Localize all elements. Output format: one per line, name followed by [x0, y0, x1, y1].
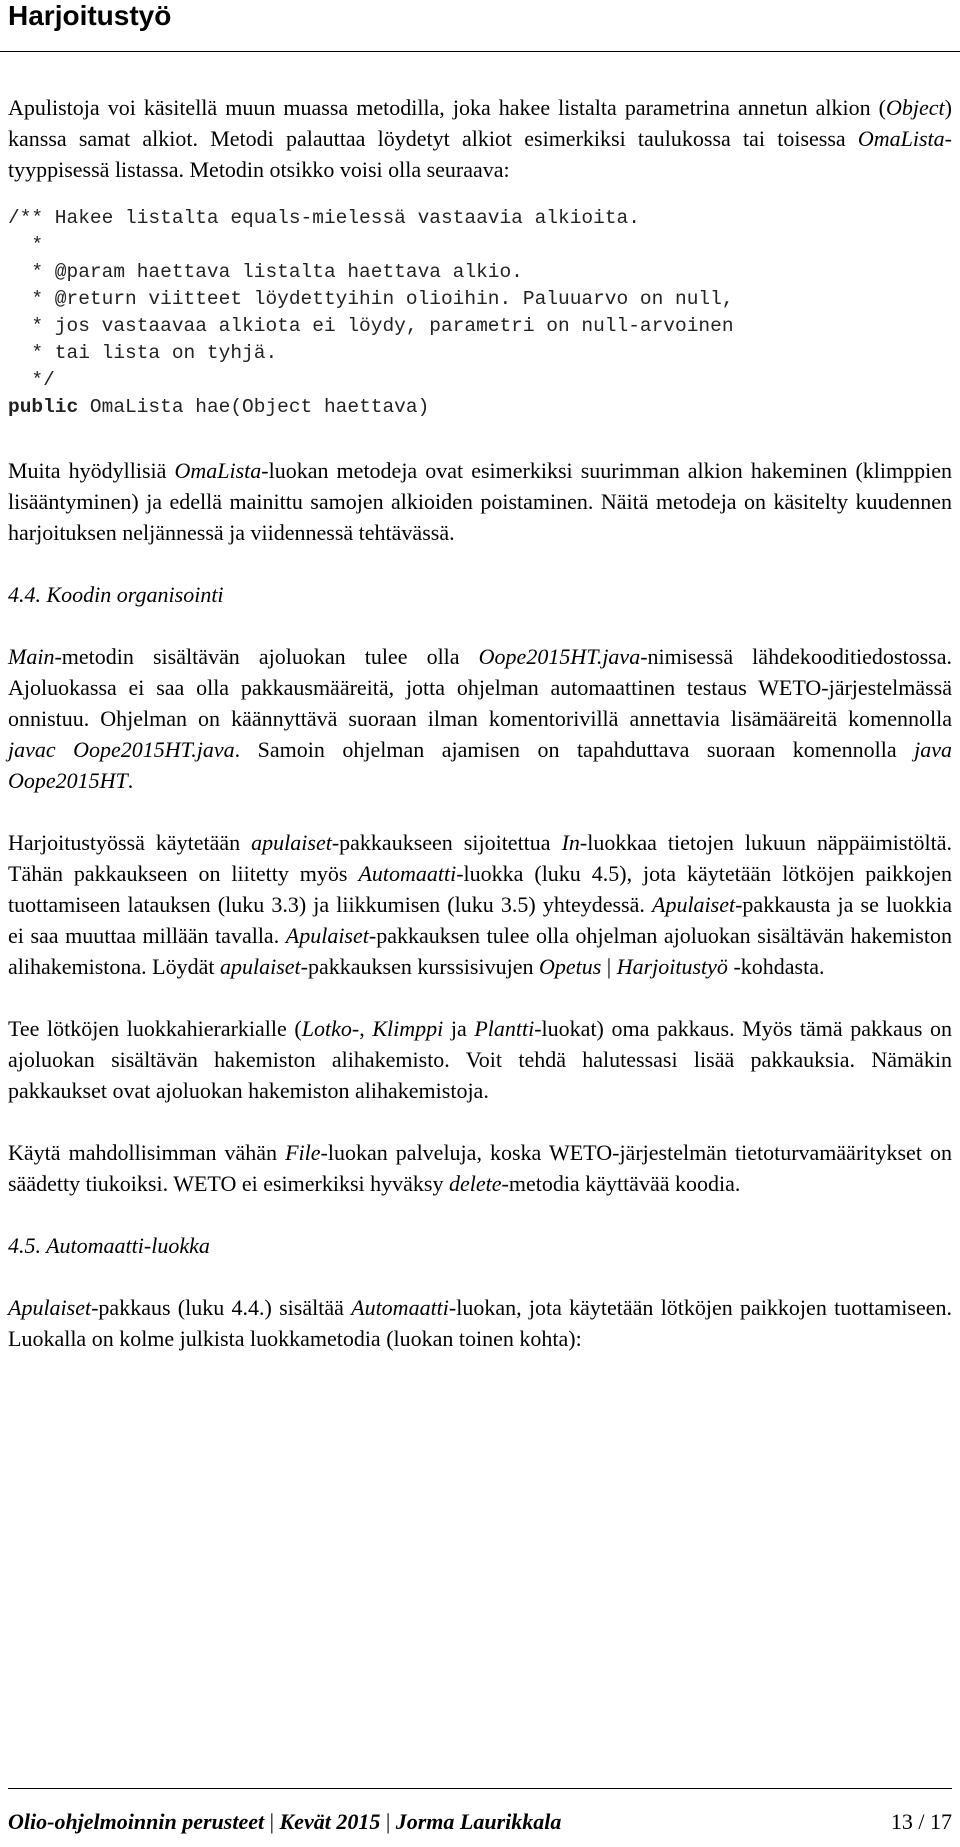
text: -luokan palveluja, koska WETO-järjestelmän tietoturvamääritykset on säädetty tiukoiksi. WETO ei esimerkiksi hyväksy: [8, 1140, 952, 1196]
paragraph-pakkaukset: [8, 1013, 952, 1106]
text: -luokka (luku 4.5), jota käytetään lötköjen paikkojen tuottamiseen latauksen (luku 3.3) ja liikkumisen (luku 3.5) yhteydessä.: [8, 861, 952, 917]
text: . Samoin ohjelman ajamisen on tapahduttava suoraan komennolla: [234, 737, 915, 762]
paragraph-file-luokka: [8, 1137, 952, 1199]
text-italic: Main: [8, 644, 55, 669]
text: -metodia käyttävää koodia.: [501, 1171, 741, 1196]
text-italic: File: [285, 1140, 321, 1165]
footer-separator: |: [264, 1809, 280, 1834]
text-italic: Lotko: [301, 1016, 352, 1041]
text: -luokan, jota käytetään lötköjen paikkojen tuottamiseen. Luokalla on kolme julkista luokkametodia (luokan toinen kohta):: [8, 1295, 952, 1351]
text-italic: apulaiset: [220, 954, 301, 979]
text: -luokkaa tietojen lukuun näppäimistöltä. Tähän pakkaukseen on liitetty myös: [8, 830, 952, 886]
text-italic: Automaatti: [351, 1295, 449, 1320]
page-title: Harjoitustyö: [8, 0, 172, 31]
text-italic: Harjoitustyö: [616, 954, 728, 979]
code-block: [8, 205, 952, 421]
text: ) kanssa samat alkiot. Metodi palauttaa löydetyt alkiot esimerkiksi taulukossa tai toisessa: [8, 95, 952, 151]
footer-course: Olio-ohjelmoinnin perusteet: [8, 1809, 265, 1834]
text: -kohdasta.: [727, 954, 825, 979]
text: .: [127, 768, 134, 793]
section-number: 4.5.: [8, 1233, 41, 1258]
paragraph-apulistat: [8, 92, 952, 185]
code-signature: OmaLista hae(Object haettava): [78, 396, 430, 418]
code-line: *: [8, 234, 44, 256]
paragraph-automaatti: [8, 1292, 952, 1354]
text-italic: Automaatti: [358, 861, 457, 886]
text-italic: Apulaiset: [285, 923, 369, 948]
text-italic: Apulaiset: [652, 892, 736, 917]
code-line: /** Hakee listalta equals-mielessä vastaavia alkioita.: [8, 207, 640, 229]
code-line: * @return viitteet löydettyihin olioihin. Paluuarvo on null,: [8, 288, 734, 310]
text-italic: Oope2015HT.java: [478, 644, 641, 669]
paragraph-muut-metodit: [8, 455, 952, 548]
section-number: 4.4.: [8, 582, 41, 607]
text: -tyyppisessä listassa. Metodin otsikko voisi olla seuraava:: [8, 126, 952, 182]
text: Harjoitustyössä käytetään: [8, 830, 252, 855]
text-italic: OmaLista: [857, 126, 945, 151]
text: -pakkaus (luku 4.4.) sisältää: [91, 1295, 352, 1320]
footer-separator: |: [380, 1809, 396, 1834]
text: -pakkauksen tulee olla ohjelman ajoluokan sisältävän hakemiston alihakemistona. Löydät: [8, 923, 952, 979]
text: Apulistoja voi käsitellä muun muassa metodilla, joka hakee listalta parametrina annetun alkion (: [8, 95, 887, 120]
footer-author: Jorma Laurikkala: [395, 1809, 562, 1834]
code-keyword: public: [8, 396, 79, 418]
text: -pakkauksen kurssisivujen: [300, 954, 539, 979]
text-italic: delete: [448, 1171, 502, 1196]
paragraph-koodin-organisointi: [8, 641, 952, 796]
text-italic: Opetus: [538, 954, 602, 979]
text: -luokan metodeja ovat esimerkiksi suurimman alkion hakeminen (klimppien lisääntyminen) ja edellä mainittu samojen alkioiden poistaminen. Näitä metodeja on käsitelty kuudennen harjoituksen neljännessä ja viidennessä tehtävässä.: [8, 458, 952, 545]
text: -luokat) oma pakkaus. Myös tämä pakkaus on ajoluokan sisältävän hakemiston alihakemisto. Voit tehdä halutessasi lisää pakkauksia. Nämäkin pakkaukset ovat ajoluokan hakemiston alihakemistoja.: [8, 1016, 952, 1103]
text-italic: Plantti: [474, 1016, 535, 1041]
text-italic: In: [561, 830, 580, 855]
document-body: [8, 92, 952, 1354]
section-title: Koodin organisointi: [46, 582, 224, 607]
path-separator: |: [601, 954, 617, 979]
text: -pakkaukseen sijoitettua: [331, 830, 562, 855]
text: Muita hyödyllisiä: [8, 458, 175, 483]
text: -pakkausta ja se luokkia ei saa muuttaa millään tavalla.: [8, 892, 952, 948]
text: ja: [443, 1016, 475, 1041]
footer-term: Kevät 2015: [279, 1809, 381, 1834]
code-line: */: [8, 369, 55, 391]
text: Tee lötköjen luokkahierarkialle (: [8, 1016, 302, 1041]
text: Käytä mahdollisimman vähän: [8, 1140, 286, 1165]
paragraph-apulaiset: [8, 827, 952, 982]
text-italic: Klimppi: [372, 1016, 444, 1041]
code-line: * jos vastaavaa alkiota ei löydy, parametri on null-arvoinen: [8, 315, 734, 337]
section-heading-4-5: [8, 1230, 952, 1261]
text-italic: apulaiset: [251, 830, 332, 855]
text-italic: java Oope2015HT: [8, 737, 952, 793]
code-line: * @param haettava listalta haettava alkio.: [8, 261, 523, 283]
page-header: [0, 0, 960, 52]
page-number: 13 / 17: [890, 1809, 952, 1834]
text-italic: javac Oope2015HT.java: [8, 737, 235, 762]
text: -metodin sisältävän ajoluokan tulee olla: [54, 644, 479, 669]
text-italic: OmaLista: [174, 458, 262, 483]
text: -,: [351, 1016, 373, 1041]
footer-info: [8, 1809, 561, 1835]
section-title: Automaatti-luokka: [46, 1233, 210, 1258]
text-italic: Apulaiset: [8, 1295, 92, 1320]
page-footer: [8, 1788, 952, 1847]
text-italic: Object: [886, 95, 945, 120]
text: -nimisessä lähdekooditiedostossa. Ajoluokassa ei saa olla pakkausmääreitä, jotta ohjelman automaattinen testaus WETO-järjestelmässä onnistuu. Ohjelman on käännyttävä suoraan ilman komentorivillä annettavia lisämääreitä komennolla: [8, 644, 952, 731]
section-heading-4-4: [8, 579, 952, 610]
code-line: * tai lista on tyhjä.: [8, 342, 278, 364]
